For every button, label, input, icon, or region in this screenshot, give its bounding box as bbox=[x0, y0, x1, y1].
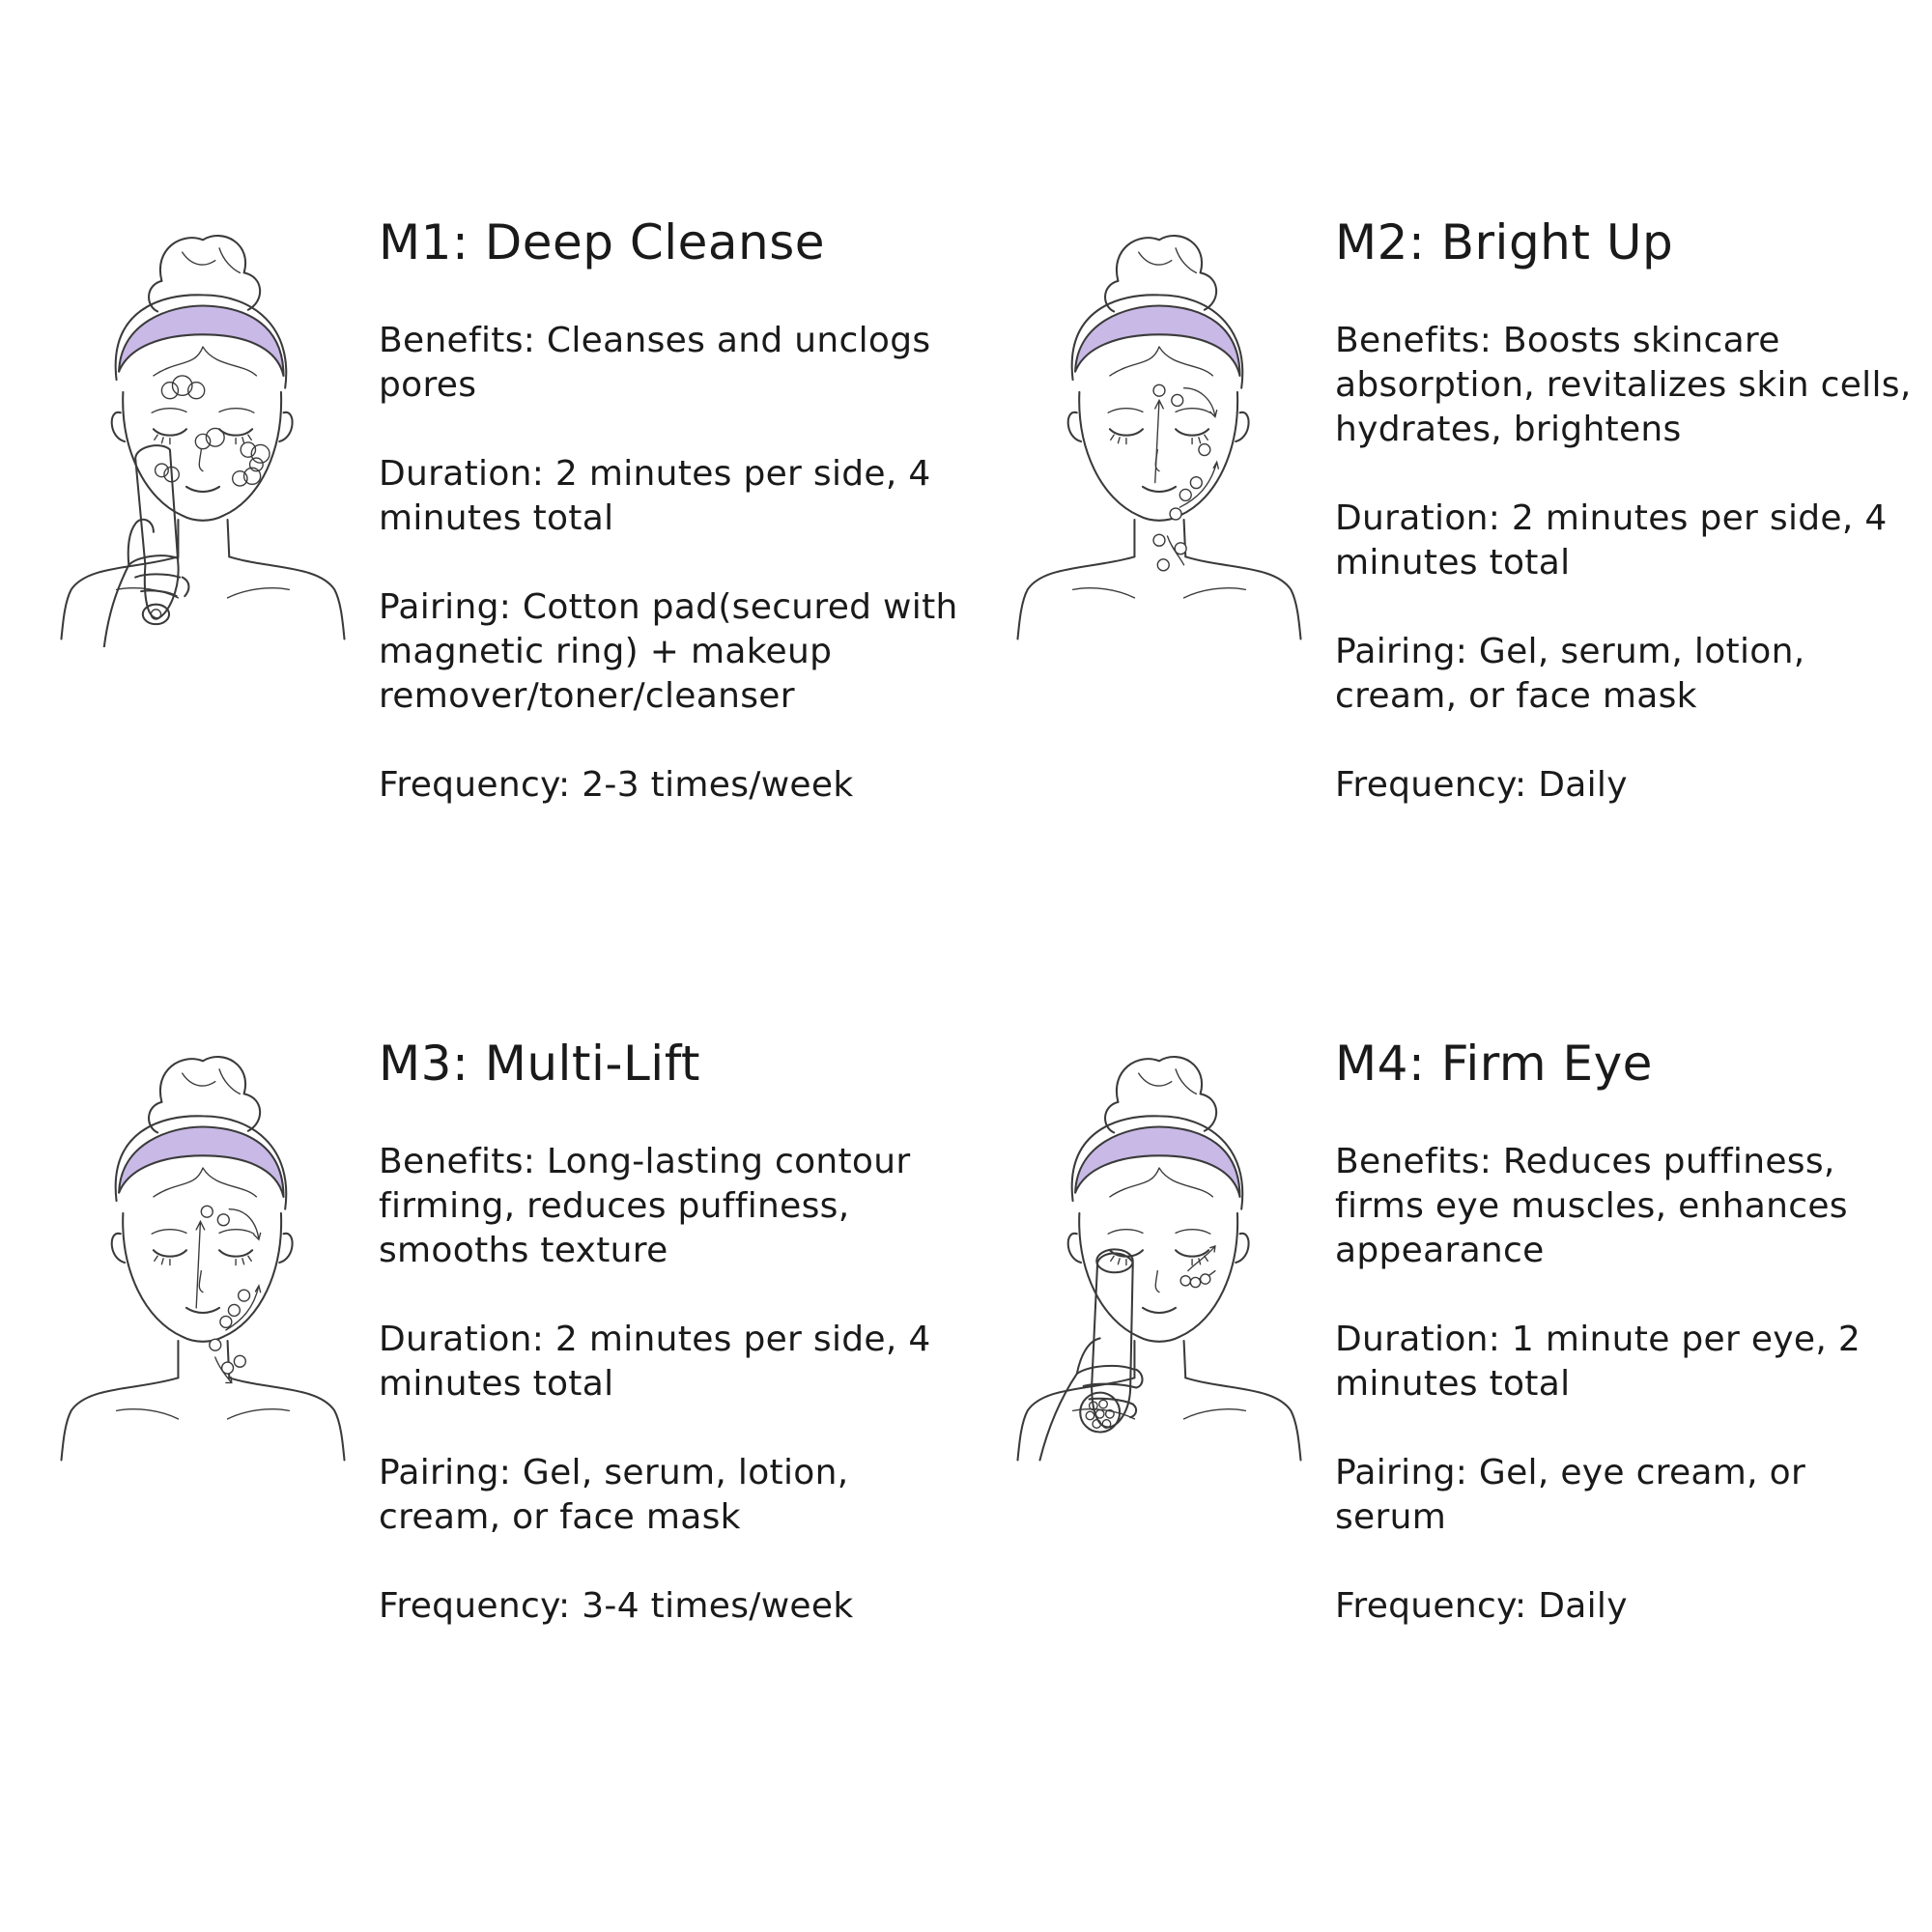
mode-pairing: Pairing: Cotton pad(secured with magnetic ring) + makeup remover/toner/cleanser bbox=[379, 587, 958, 716]
mode-duration: Duration: 1 minute per eye, 2 minutes total bbox=[1335, 1320, 1861, 1404]
mode-card-m4 bbox=[956, 1024, 1922, 1797]
mode-frequency: Frequency: Daily bbox=[1335, 1586, 1628, 1626]
mode-title: M1: Deep Cleanse bbox=[379, 214, 826, 270]
mode-card-m1 bbox=[0, 203, 966, 976]
mode-title: M4: Firm Eye bbox=[1335, 1036, 1653, 1092]
mode-benefits: Benefits: Long-lasting contour firming, reduces puffiness, smooths texture bbox=[379, 1142, 911, 1270]
mode-info-m3 bbox=[379, 1036, 958, 1629]
mode-duration: Duration: 2 minutes per side, 4 minutes total bbox=[379, 1320, 931, 1404]
face-massage-arrows-illustration bbox=[985, 203, 1333, 647]
mode-pairing: Pairing: Gel, serum, lotion, cream, or face mask bbox=[1335, 632, 1805, 716]
mode-info-m1 bbox=[379, 214, 958, 808]
mode-info-m4 bbox=[1335, 1036, 1915, 1629]
mode-benefits: Benefits: Reduces puffiness, firms eye muscles, enhances appearance bbox=[1335, 1142, 1848, 1270]
mode-pairing: Pairing: Gel, eye cream, or serum bbox=[1335, 1453, 1806, 1537]
face-eye-device-illustration bbox=[985, 1024, 1333, 1468]
mode-title: M3: Multi-Lift bbox=[379, 1036, 701, 1092]
mode-frequency: Frequency: 2-3 times/week bbox=[379, 765, 854, 805]
mode-title: M2: Bright Up bbox=[1335, 214, 1674, 270]
mode-frequency: Frequency: 3-4 times/week bbox=[379, 1586, 854, 1626]
mode-info-m2 bbox=[1335, 214, 1915, 808]
mode-card-m2 bbox=[956, 203, 1922, 976]
mode-card-m3 bbox=[0, 1024, 966, 1797]
face-cleanse-illustration bbox=[29, 203, 377, 647]
mode-duration: Duration: 2 minutes per side, 4 minutes total bbox=[1335, 498, 1888, 582]
mode-pairing: Pairing: Gel, serum, lotion, cream, or face mask bbox=[379, 1453, 849, 1537]
mode-duration: Duration: 2 minutes per side, 4 minutes total bbox=[379, 454, 931, 538]
mode-frequency: Frequency: Daily bbox=[1335, 765, 1628, 805]
face-lift-arrows-illustration bbox=[29, 1024, 377, 1468]
mode-benefits: Benefits: Cleanses and unclogs pores bbox=[379, 321, 931, 405]
mode-benefits: Benefits: Boosts skincare absorption, revitalizes skin cells, hydrates, brightens bbox=[1335, 321, 1912, 449]
